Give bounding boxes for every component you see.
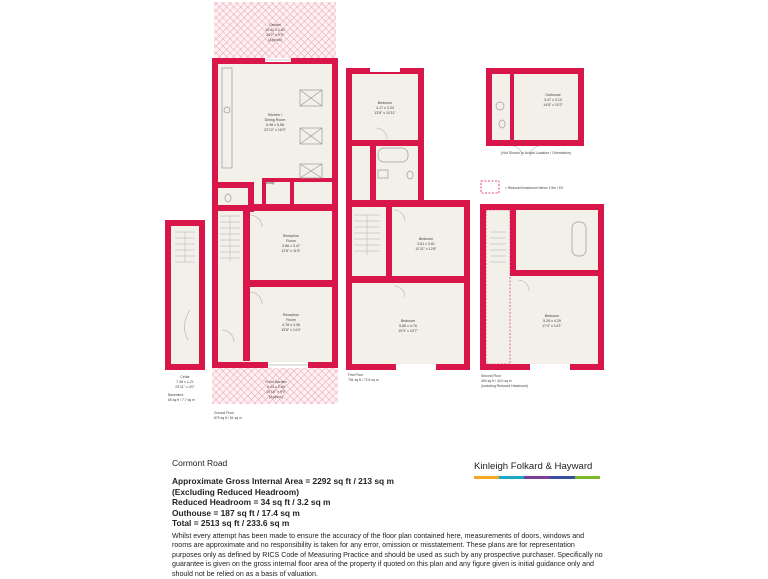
brand-segment <box>499 476 524 479</box>
reduced-headroom-line: Reduced Headroom = 34 sq ft / 3.2 sq m <box>172 497 331 508</box>
basement-caption: Basement <box>168 393 184 397</box>
excluding-line: (Excluding Reduced Headroom) <box>172 486 300 497</box>
outhouse-name: Outhouse <box>545 93 561 97</box>
second-floor-plan <box>480 204 604 388</box>
reception-back-name-1: Reception <box>282 234 300 238</box>
cellar-imperial: 23'11" x 4'0" <box>175 385 195 389</box>
second-area: 463 sq ft / 44.0 sq m <box>481 379 512 383</box>
kitchen-name-1: Kitchen / <box>268 113 282 117</box>
bedroom-second-dims: 5.29 x 4.29 <box>543 319 561 323</box>
disclaimer: Whilst every attempt has been made to ensure the accuracy of the floor plan contained here, measurements of doors, windows and rooms are approximate and no responsibility is taken for any error, omission or misstatement. These plans are for representation purposes only as defined by RICS Code of Measuring Practice and should be used as such by any prospective purchaser. Specifically no guarantee is given on the gross internal floor area of the property if quoted on this plan and any figure given is initial guidance only and should not be relied on as a basis of valuation. <box>172 532 603 578</box>
garden-name: Garden <box>269 23 281 27</box>
address: Cormont Road <box>172 458 228 468</box>
bedroom-front-first-name: Bedroom <box>400 319 416 323</box>
kitchen-name-2: Dining Room <box>264 118 286 122</box>
bedroom-second-name: Bedroom <box>544 314 560 318</box>
garden-note: (Approx) <box>268 38 282 42</box>
agent-name: Kinleigh Folkard & Hayward <box>474 461 593 472</box>
reception-front-name-1: Reception <box>282 313 300 317</box>
first-caption: First Floor <box>348 373 364 377</box>
bedroom-rear-first-imperial: 13'8" x 10'11" <box>374 111 396 115</box>
kitchen-imperial: 22'10" x 18'3" <box>264 128 286 132</box>
front-garden-note: (Approx) <box>269 395 283 399</box>
utility-name: Utility <box>265 181 275 185</box>
garden-dims: 10.42 x 2.82 <box>265 28 285 32</box>
first-floor-plan <box>346 68 470 382</box>
bedroom-rear-first-name: Bedroom <box>377 101 393 105</box>
reception-back-dims: 3.86 x 3.47 <box>282 244 300 248</box>
front-garden-imperial: 19'10" x 9'5" <box>266 390 286 394</box>
bedroom-rear-first-dims: 4.17 x 3.34 <box>376 106 394 110</box>
reduced-headroom-legend <box>481 181 563 193</box>
front-garden-name: Front Garden <box>265 380 287 384</box>
bedroom-mid-first-name: Bedroom <box>418 237 434 241</box>
basement-area: 65 sq ft / 7.7 sq m <box>168 398 195 402</box>
second-note: (Including Reduced Headroom) <box>481 384 529 388</box>
bedroom-front-first-imperial: 19'3" x 15'7" <box>398 329 418 333</box>
reception-back-imperial: 12'8" x 11'5" <box>281 249 301 253</box>
outhouse-line: Outhouse = 187 sq ft / 17.4 sq m <box>172 507 300 518</box>
bedroom-front-first-dims: 5.86 x 4.76 <box>399 324 417 328</box>
cellar-dims: 7.36 x 1.21 <box>176 380 194 384</box>
brand-segment <box>474 476 499 479</box>
ground-caption: Ground Floor <box>214 411 234 415</box>
ground-floor-plan <box>212 2 338 420</box>
first-area: 781 sq ft / 72.6 sq m <box>348 378 379 382</box>
bedroom-mid-first-imperial: 12'11" x 12'6" <box>415 247 437 251</box>
kitchen-dims: 6.98 x 5.58 <box>266 123 284 127</box>
reduced-legend-text: = Reduced headroom below 1.5m / 5'0 <box>505 186 564 190</box>
front-garden-dims: 6.04 x 2.85 <box>267 385 285 389</box>
brand-color-bar <box>474 476 600 479</box>
bedroom-mid-first-dims: 3.61 x 3.81 <box>417 242 435 246</box>
brand-segment <box>575 476 600 479</box>
cellar-name: Cellar <box>180 375 190 379</box>
ground-area: 879 sq ft / 81 sq m <box>214 416 242 420</box>
brand-segment <box>550 476 575 479</box>
gross-area-line: Approximate Gross Internal Area = 2292 sq ft / 213 sq m <box>172 476 394 486</box>
outhouse-plan <box>486 68 584 156</box>
agent-logo <box>474 461 600 479</box>
reception-front-name-2: Room <box>286 318 296 322</box>
bedroom-second-imperial: 17'4" x 14'1" <box>542 324 562 328</box>
reception-front-imperial: 15'8" x 14'4" <box>281 328 301 332</box>
outhouse-dims: 4.47 x 3.10 <box>544 98 562 102</box>
basement-plan <box>165 220 205 402</box>
reception-front-dims: 4.78 x 4.36 <box>282 323 300 327</box>
second-caption: Second Floor <box>481 374 502 378</box>
outhouse-note: (Not Shown In Actual Location / Orientation) <box>501 151 571 155</box>
garden-imperial: 34'2" x 9'3" <box>266 33 284 37</box>
brand-segment <box>524 476 549 479</box>
total-line: Total = 2513 sq ft / 233.6 sq m <box>172 518 290 529</box>
reception-back-name-2: Room <box>286 239 296 243</box>
outhouse-imperial: 14'8" x 10'2" <box>543 103 563 107</box>
